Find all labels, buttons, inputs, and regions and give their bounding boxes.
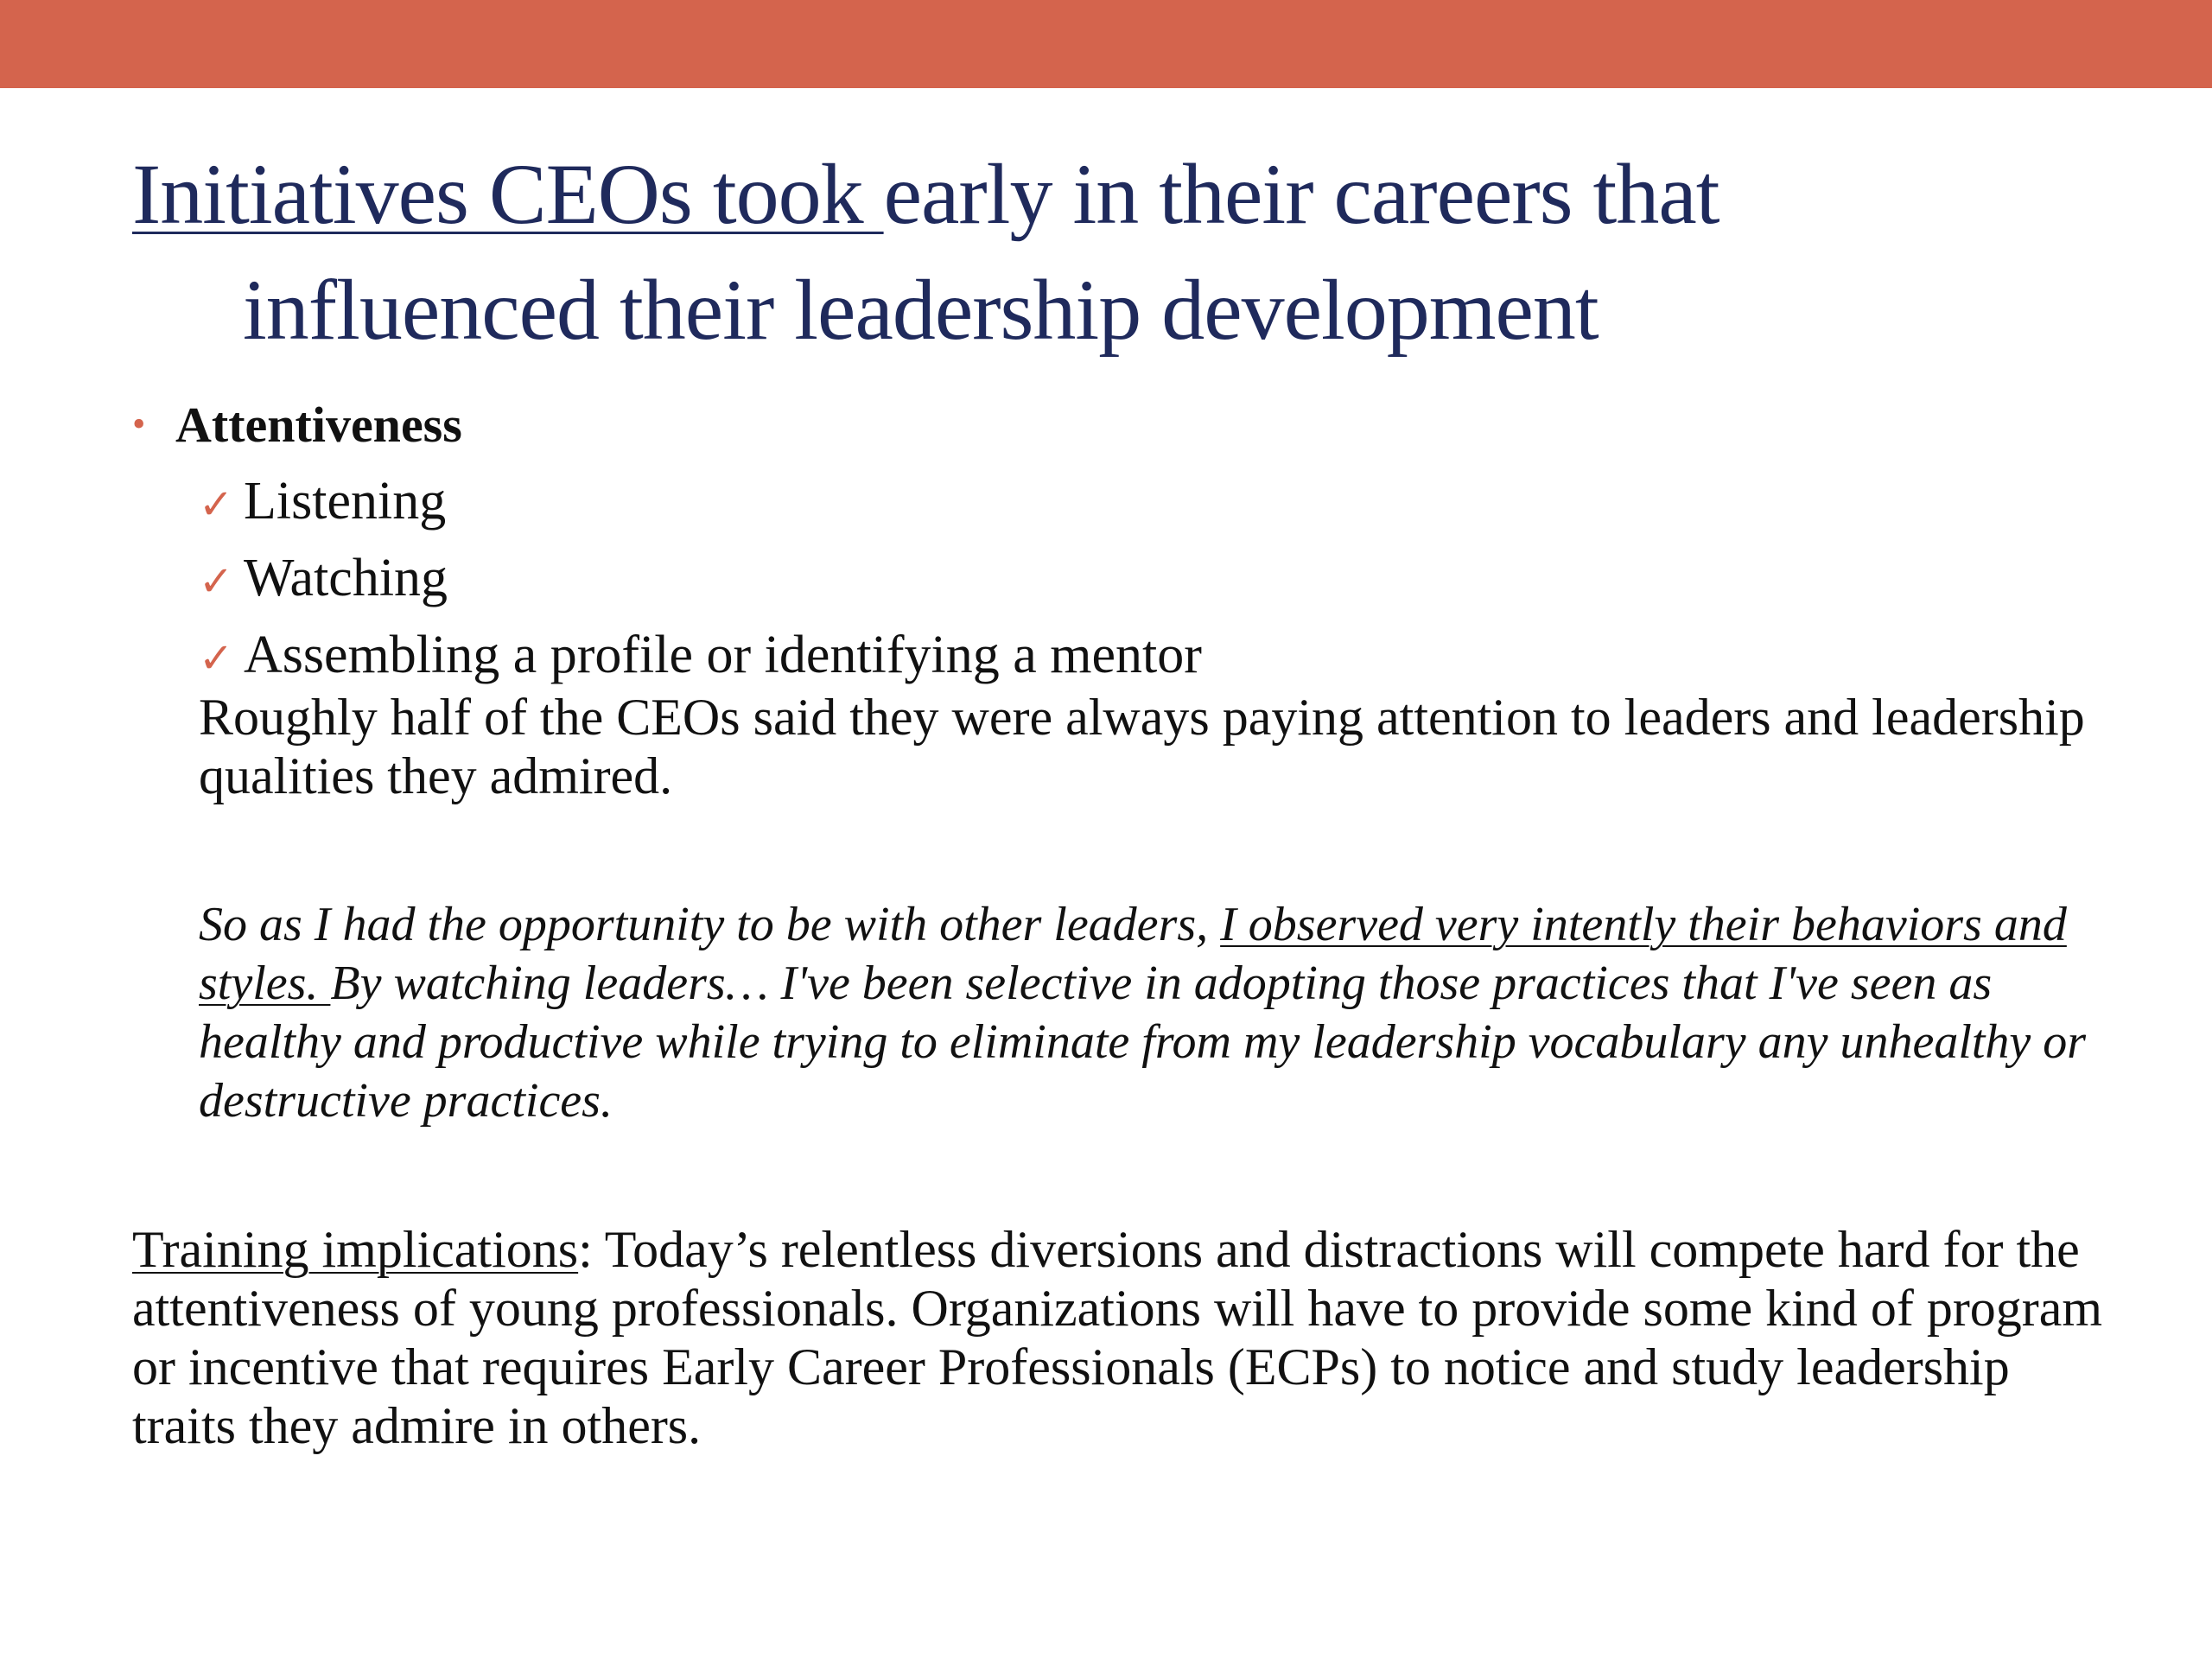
- checklist: [199, 465, 1202, 696]
- checklist-item: [199, 542, 1202, 619]
- training-text: : Today’s relentless diversions and distractions will compete hard for the attentiveness of young professionals. Organizations will have to provide some kind of program or incentive that requires Early Career Professionals (ECPs) to notice and study leadership traits they admire in others.: [132, 1221, 2103, 1454]
- training-label: Training implications: [132, 1221, 579, 1278]
- accent-top-bar: [0, 0, 2212, 88]
- title-line-2: influenced their leadership development: [243, 262, 1599, 358]
- checklist-item-label: Listening: [244, 472, 447, 531]
- checklist-item-label: Assembling a profile or identifying a mentor: [244, 626, 1202, 684]
- bullet-dot-icon: •: [132, 403, 146, 445]
- title-underlined-text: Initiatives CEOs took: [132, 146, 884, 242]
- checkmark-icon: ✓: [199, 480, 234, 529]
- checkmark-icon: ✓: [199, 634, 234, 683]
- checklist-item: [199, 465, 1202, 542]
- quote-text-1: So as I had the opportunity to be with other leaders,: [199, 898, 1221, 951]
- summary-paragraph: Roughly half of the CEOs said they were always paying attention to leaders and leadership qualities they admired.: [199, 689, 2085, 804]
- title-text: early in their careers that: [883, 146, 1719, 242]
- ceo-quote: [199, 895, 2100, 1130]
- checklist-item: [199, 619, 1202, 696]
- checkmark-icon: ✓: [199, 557, 234, 606]
- checklist-item-label: Watching: [244, 549, 448, 607]
- quote-underlined-text: I observed very intently their behaviors and styles.: [199, 898, 2067, 1010]
- bullet-attentiveness: [132, 391, 462, 459]
- bullet-label: Attentiveness: [175, 397, 462, 453]
- slide-title: [132, 137, 2120, 368]
- quote-text-2: By watching leaders… I've been selective in adopting those practices that I've seen as healthy and productive while trying to eliminate from my leadership vocabulary any unhealthy or destructive practices.: [199, 957, 2087, 1128]
- training-implications: [132, 1220, 2120, 1455]
